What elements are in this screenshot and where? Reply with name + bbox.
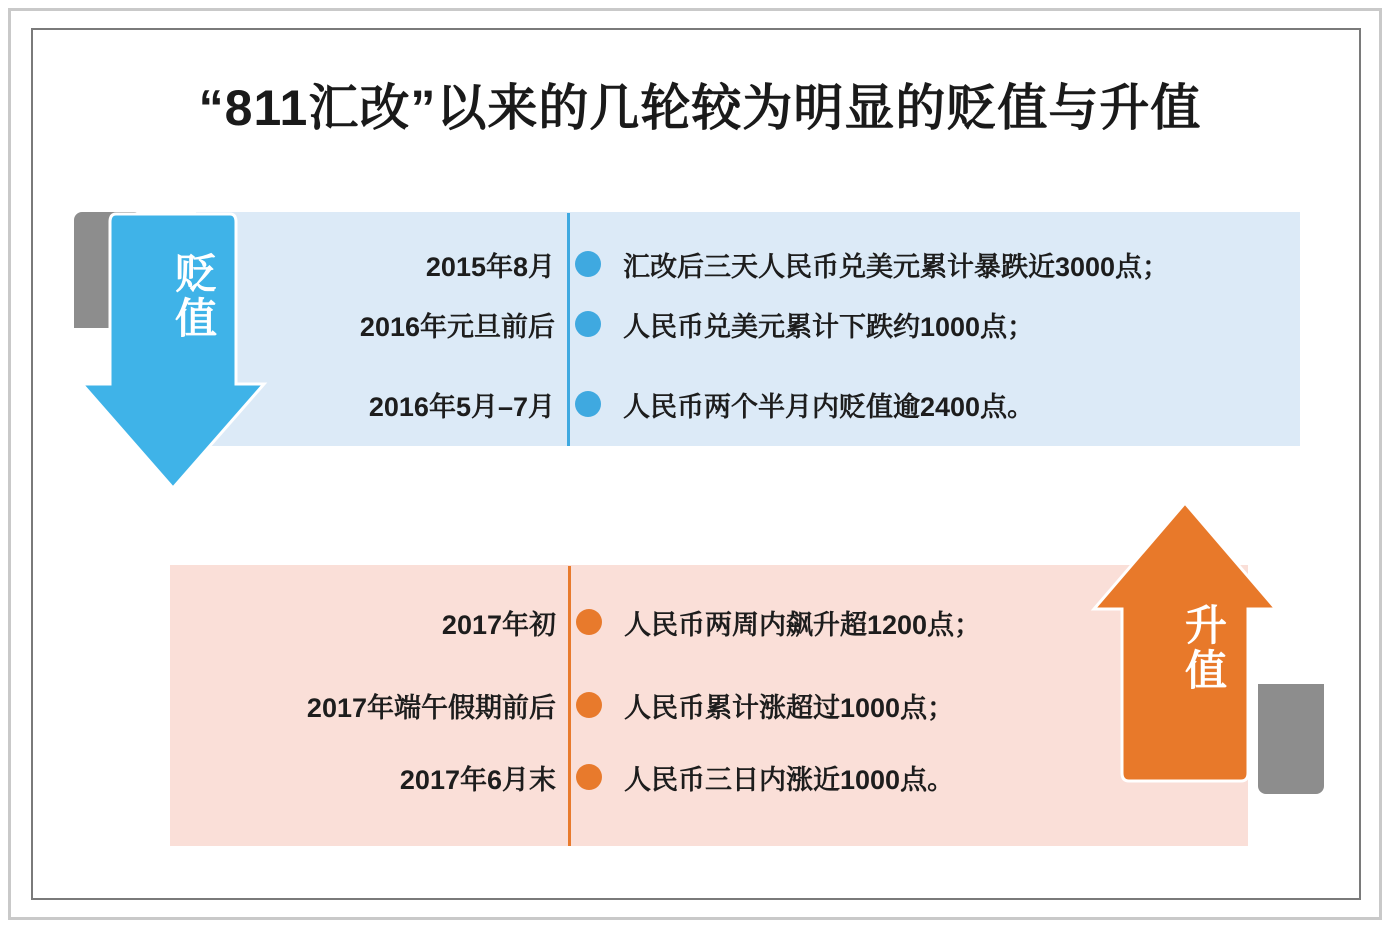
appreciation-arrow-label: 升值 [1184, 602, 1227, 694]
item-description: 人民币三日内涨近1000点。 [624, 764, 955, 795]
list-item [235, 304, 1034, 344]
timeline-dot-icon [576, 692, 602, 718]
item-date: 2016年元旦前后 [359, 311, 555, 342]
item-date: 2015年8月 [425, 251, 555, 282]
item-description: 汇改后三天人民币兑美元累计暴跌近3000点； [623, 251, 1170, 282]
list-item [235, 384, 1034, 424]
item-description: 人民币两个半月内贬值逾2400点。 [623, 391, 1035, 422]
item-date: 2017年6月末 [399, 764, 556, 795]
item-description: 人民币累计涨超过1000点； [624, 692, 955, 723]
timeline-dot-icon [575, 311, 601, 337]
item-date: 2017年端午假期前后 [306, 692, 556, 723]
list-item [236, 685, 954, 725]
timeline-dot-icon [576, 609, 602, 635]
list-item [235, 244, 1169, 284]
list-item [236, 602, 981, 642]
timeline-dot-icon [575, 391, 601, 417]
timeline-dot-icon [576, 764, 602, 790]
item-date: 2017年初 [441, 609, 556, 640]
page-title: “811汇改”以来的几轮较为明显的贬值与升值 [198, 80, 1202, 136]
item-description: 人民币两周内飙升超1200点； [624, 609, 982, 640]
depreciation-arrow-label: 贬值 [174, 250, 217, 342]
item-date: 2016年5月–7月 [368, 391, 555, 422]
timeline-dot-icon [575, 251, 601, 277]
list-item [236, 757, 954, 797]
item-description: 人民币兑美元累计下跌约1000点； [623, 311, 1035, 342]
